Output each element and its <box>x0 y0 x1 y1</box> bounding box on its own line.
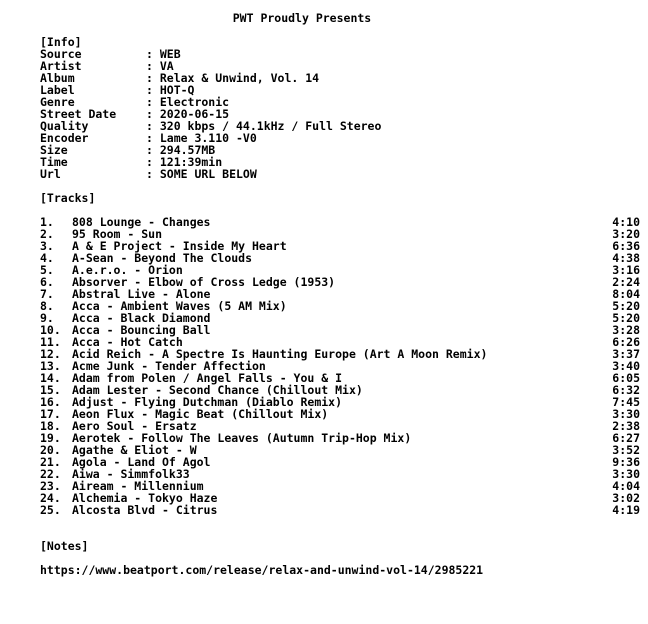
track-duration: 2:38 <box>612 419 640 433</box>
track-number: 5. <box>40 263 54 277</box>
track-number: 10. <box>40 323 61 337</box>
info-header: [Info] <box>40 35 82 49</box>
track-number: 19. <box>40 431 61 445</box>
track-title: Adam Lester - Second Chance (Chillout Mix) <box>72 383 363 397</box>
track-number: 14. <box>40 371 61 385</box>
track-number: 3. <box>40 239 54 253</box>
track-row <box>40 504 640 516</box>
info-key: Artist <box>40 59 82 73</box>
track-number: 13. <box>40 359 61 373</box>
info-value: : 294.57MB <box>146 143 216 157</box>
info-key: Genre <box>40 95 75 109</box>
info-value: : 2020-06-15 <box>146 107 230 121</box>
track-title: Acca - Hot Catch <box>72 335 183 349</box>
info-key: Encoder <box>40 131 89 145</box>
info-value: : Relax & Unwind, Vol. 14 <box>146 71 320 85</box>
track-title: Absorver - Elbow of Cross Ledge (1953) <box>72 275 336 289</box>
track-duration: 3:37 <box>612 347 640 361</box>
info-key: Size <box>40 143 68 157</box>
track-duration: 7:45 <box>612 395 640 409</box>
track-number: 2. <box>40 227 54 241</box>
track-title: Aiwa - Simmfolk33 <box>72 467 190 481</box>
track-number: 23. <box>40 479 61 493</box>
track-title: Acid Reich - A Spectre Is Haunting Europe (Art A Moon Remix) <box>72 347 488 361</box>
track-duration: 6:32 <box>612 383 640 397</box>
track-number: 8. <box>40 299 54 313</box>
track-duration: 8:04 <box>612 287 640 301</box>
info-key: Url <box>40 167 61 181</box>
info-value: : Lame 3.110 -V0 <box>146 131 257 145</box>
track-title: 95 Room - Sun <box>72 227 163 241</box>
track-title: Adjust - Flying Dutchman (Diablo Remix) <box>72 395 343 409</box>
track-duration: 2:24 <box>612 275 640 289</box>
info-key: Label <box>40 83 75 97</box>
track-title: Aerotek - Follow The Leaves (Autumn Trip-Hop Mix) <box>72 431 412 445</box>
info-value: : VA <box>146 59 174 73</box>
track-title: Alchemia - Tokyo Haze <box>72 491 218 505</box>
track-title: Acme Junk - Tender Affection <box>72 359 266 373</box>
track-number: 4. <box>40 251 54 265</box>
track-number: 22. <box>40 467 61 481</box>
track-title: Aiream - Millennium <box>72 479 204 493</box>
page-title: PWT Proudly Presents <box>232 11 372 25</box>
track-duration: 5:20 <box>612 299 640 313</box>
track-duration: 4:10 <box>612 215 640 229</box>
track-duration: 3:16 <box>612 263 640 277</box>
track-number: 15. <box>40 383 61 397</box>
track-number: 20. <box>40 443 61 457</box>
info-value: : WEB <box>146 47 181 61</box>
track-number: 7. <box>40 287 54 301</box>
track-title: 808 Lounge - Changes <box>72 215 211 229</box>
track-title: Acca - Black Diamond <box>72 311 211 325</box>
track-number: 9. <box>40 311 54 325</box>
info-key: Time <box>40 155 68 169</box>
track-number: 1. <box>40 215 54 229</box>
track-title: A & E Project - Inside My Heart <box>72 239 287 253</box>
track-duration: 3:30 <box>612 467 640 481</box>
track-duration: 3:20 <box>612 227 640 241</box>
track-duration: 3:52 <box>612 443 640 457</box>
info-value: : HOT-Q <box>146 83 195 97</box>
track-title: Aero Soul - Ersatz <box>72 419 197 433</box>
track-duration: 6:05 <box>612 371 640 385</box>
track-duration: 5:20 <box>612 311 640 325</box>
info-key: Album <box>40 71 75 85</box>
track-number: 18. <box>40 419 61 433</box>
track-duration: 3:30 <box>612 407 640 421</box>
track-title: Aeon Flux - Magic Beat (Chillout Mix) <box>72 407 329 421</box>
info-key: Street Date <box>40 107 117 121</box>
track-duration: 3:40 <box>612 359 640 373</box>
notes-header: [Notes] <box>40 539 89 553</box>
track-title: A-Sean - Beyond The Clouds <box>72 251 253 265</box>
info-value: : Electronic <box>146 95 230 109</box>
track-duration: 6:27 <box>612 431 640 445</box>
track-duration: 6:36 <box>612 239 640 253</box>
track-title: Agola - Land Of Agol <box>72 455 211 469</box>
info-key: Quality <box>40 119 89 133</box>
track-number: 17. <box>40 407 61 421</box>
track-title: Adam from Polen / Angel Falls - You & I <box>72 371 343 385</box>
track-title: Acca - Bouncing Ball <box>72 323 211 337</box>
track-title: Abstral Live - Alone <box>72 287 211 301</box>
track-duration: 4:19 <box>612 503 640 517</box>
info-value: : SOME URL BELOW <box>146 167 257 181</box>
info-key: Source <box>40 47 82 61</box>
track-number: 24. <box>40 491 61 505</box>
track-number: 21. <box>40 455 61 469</box>
track-duration: 4:38 <box>612 251 640 265</box>
track-title: Alcosta Blvd - Citrus <box>72 503 218 517</box>
tracks-header: [Tracks] <box>40 191 96 205</box>
track-number: 12. <box>40 347 61 361</box>
info-value: : 121:39min <box>146 155 223 169</box>
track-number: 11. <box>40 335 61 349</box>
track-title: A.e.r.o. - Orion <box>72 263 183 277</box>
track-duration: 3:02 <box>612 491 640 505</box>
track-duration: 9:36 <box>612 455 640 469</box>
track-title: Agathe & Eliot - W <box>72 443 197 457</box>
track-duration: 4:04 <box>612 479 640 493</box>
track-number: 6. <box>40 275 54 289</box>
notes-url[interactable]: https://www.beatport.com/release/relax-and-unwind-vol-14/2985221 <box>40 563 484 577</box>
info-value: : 320 kbps / 44.1kHz / Full Stereo <box>146 119 382 133</box>
track-number: 25. <box>40 503 61 517</box>
info-row <box>40 168 257 180</box>
track-title: Acca - Ambient Waves (5 AM Mix) <box>72 299 287 313</box>
track-duration: 6:26 <box>612 335 640 349</box>
track-duration: 3:28 <box>612 323 640 337</box>
track-number: 16. <box>40 395 61 409</box>
